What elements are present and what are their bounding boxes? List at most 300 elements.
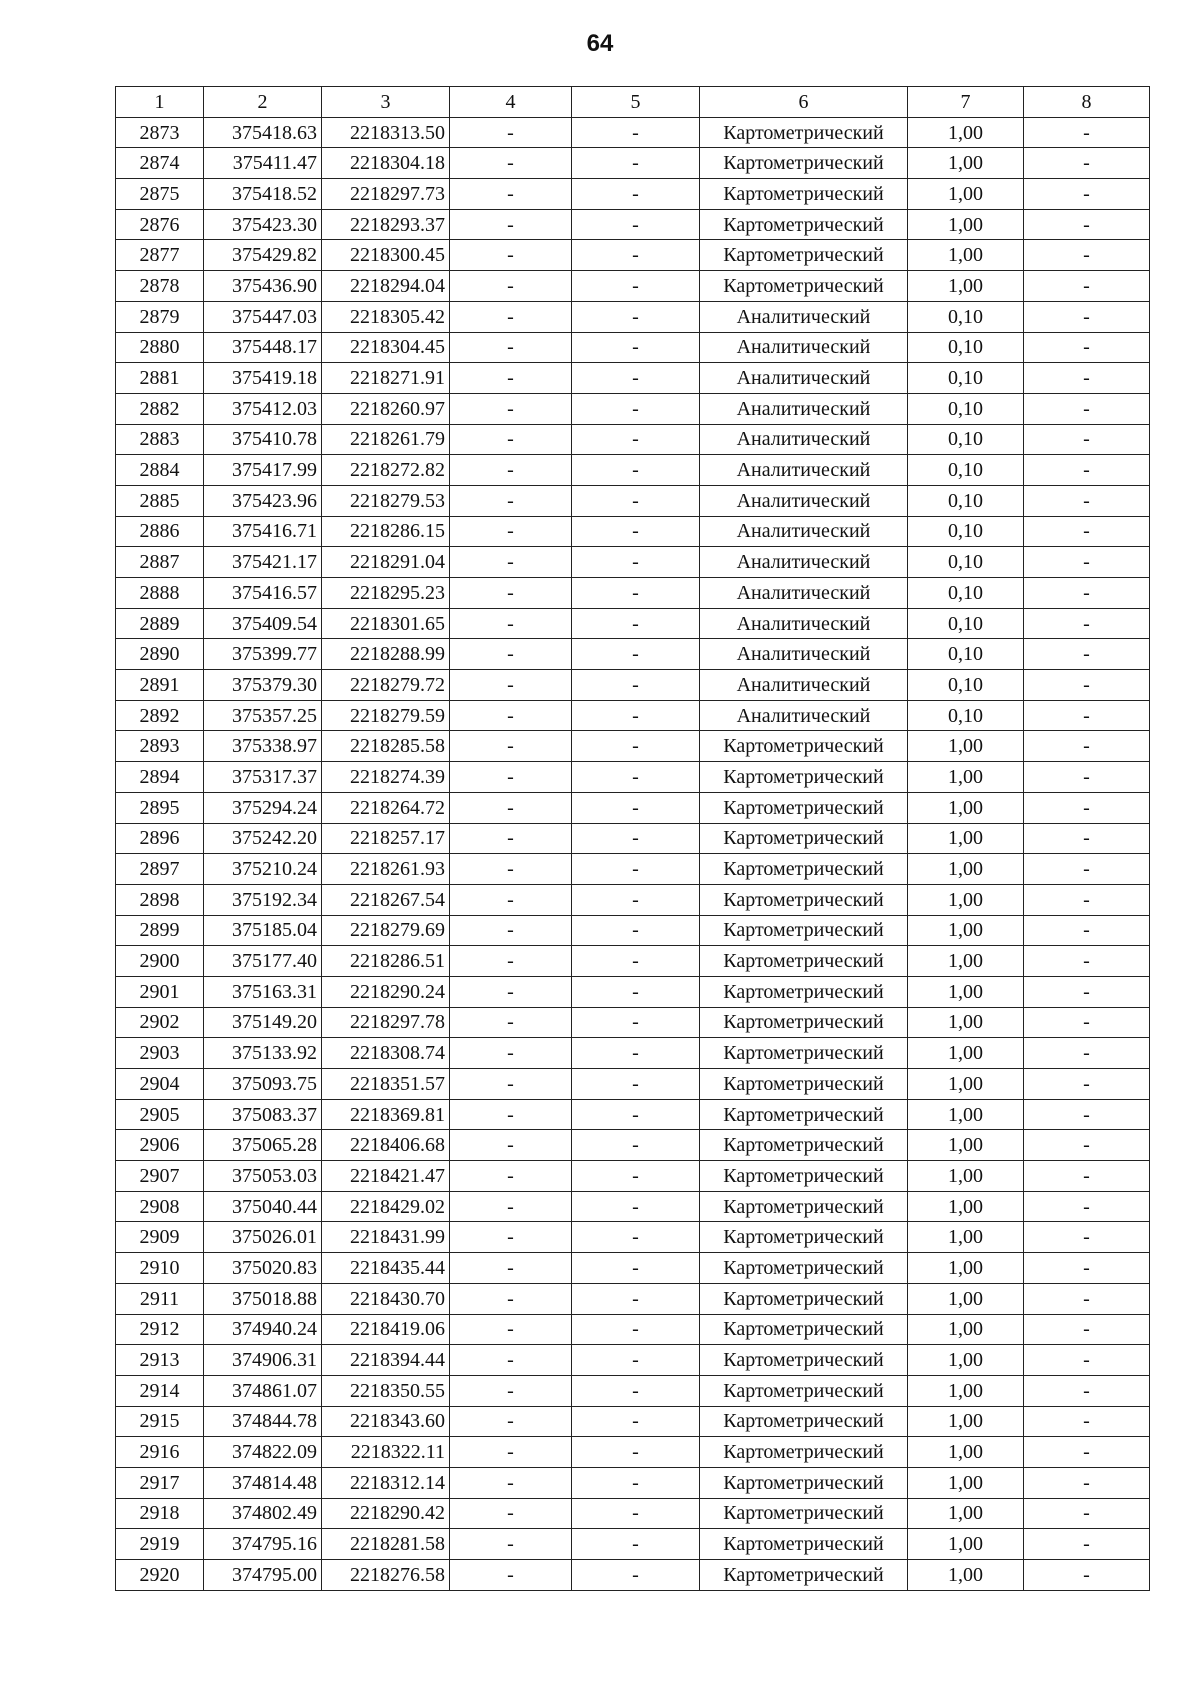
method-cell: Аналитический [700, 608, 908, 639]
column-4-cell: - [450, 363, 572, 394]
table-row [116, 455, 1150, 486]
column-5-cell: - [572, 608, 700, 639]
x-coordinate-cell: 375093.75 [204, 1069, 322, 1100]
column-4-cell: - [450, 1161, 572, 1192]
x-coordinate-cell: 375210.24 [204, 854, 322, 885]
column-8-cell: - [1024, 608, 1150, 639]
y-coordinate-cell: 2218279.59 [322, 700, 450, 731]
column-8-cell: - [1024, 1406, 1150, 1437]
x-coordinate-cell: 375416.71 [204, 516, 322, 547]
column-4-cell: - [450, 1007, 572, 1038]
accuracy-cell: 1,00 [908, 1069, 1024, 1100]
method-cell: Аналитический [700, 670, 908, 701]
column-5-cell: - [572, 976, 700, 1007]
accuracy-cell: 1,00 [908, 762, 1024, 793]
column-8-cell: - [1024, 1498, 1150, 1529]
accuracy-cell: 0,10 [908, 700, 1024, 731]
point-number-cell: 2873 [116, 117, 204, 148]
method-cell: Картометрический [700, 976, 908, 1007]
column-4-cell: - [450, 639, 572, 670]
column-4-cell: - [450, 731, 572, 762]
column-4-cell: - [450, 271, 572, 302]
column-4-cell: - [450, 1467, 572, 1498]
y-coordinate-cell: 2218301.65 [322, 608, 450, 639]
point-number-cell: 2894 [116, 762, 204, 793]
table-row [116, 393, 1150, 424]
method-cell: Картометрический [700, 1007, 908, 1038]
column-5-cell: - [572, 1437, 700, 1468]
accuracy-cell: 0,10 [908, 332, 1024, 363]
y-coordinate-cell: 2218351.57 [322, 1069, 450, 1100]
column-8-cell: - [1024, 1253, 1150, 1284]
column-4-cell: - [450, 1498, 572, 1529]
method-cell: Картометрический [700, 762, 908, 793]
table-row [116, 854, 1150, 885]
accuracy-cell: 1,00 [908, 1253, 1024, 1284]
column-8-cell: - [1024, 424, 1150, 455]
table-row [116, 976, 1150, 1007]
column-4-cell: - [450, 1069, 572, 1100]
point-number-cell: 2878 [116, 271, 204, 302]
y-coordinate-cell: 2218261.79 [322, 424, 450, 455]
point-number-cell: 2879 [116, 301, 204, 332]
coordinates-table [115, 86, 1150, 1591]
point-number-cell: 2886 [116, 516, 204, 547]
method-cell: Картометрический [700, 1467, 908, 1498]
x-coordinate-cell: 375020.83 [204, 1253, 322, 1284]
table-row [116, 946, 1150, 977]
column-8-cell: - [1024, 393, 1150, 424]
table-row [116, 1038, 1150, 1069]
column-4-cell: - [450, 1437, 572, 1468]
column-8-cell: - [1024, 271, 1150, 302]
x-coordinate-cell: 375423.96 [204, 485, 322, 516]
x-coordinate-cell: 375149.20 [204, 1007, 322, 1038]
column-header: 8 [1024, 87, 1150, 118]
table-row [116, 240, 1150, 271]
table-row [116, 1069, 1150, 1100]
y-coordinate-cell: 2218279.69 [322, 915, 450, 946]
column-5-cell: - [572, 578, 700, 609]
column-8-cell: - [1024, 762, 1150, 793]
y-coordinate-cell: 2218369.81 [322, 1099, 450, 1130]
method-cell: Картометрический [700, 1130, 908, 1161]
column-8-cell: - [1024, 578, 1150, 609]
x-coordinate-cell: 374802.49 [204, 1498, 322, 1529]
column-4-cell: - [450, 1314, 572, 1345]
column-8-cell: - [1024, 946, 1150, 977]
x-coordinate-cell: 374940.24 [204, 1314, 322, 1345]
point-number-cell: 2877 [116, 240, 204, 271]
point-number-cell: 2906 [116, 1130, 204, 1161]
accuracy-cell: 1,00 [908, 1099, 1024, 1130]
column-4-cell: - [450, 823, 572, 854]
table-row [116, 1375, 1150, 1406]
table-row [116, 363, 1150, 394]
method-cell: Аналитический [700, 301, 908, 332]
accuracy-cell: 1,00 [908, 792, 1024, 823]
column-5-cell: - [572, 516, 700, 547]
point-number-cell: 2914 [116, 1375, 204, 1406]
y-coordinate-cell: 2218291.04 [322, 547, 450, 578]
column-5-cell: - [572, 179, 700, 210]
point-number-cell: 2883 [116, 424, 204, 455]
method-cell: Картометрический [700, 117, 908, 148]
accuracy-cell: 1,00 [908, 884, 1024, 915]
y-coordinate-cell: 2218305.42 [322, 301, 450, 332]
column-4-cell: - [450, 608, 572, 639]
accuracy-cell: 0,10 [908, 485, 1024, 516]
method-cell: Аналитический [700, 547, 908, 578]
point-number-cell: 2912 [116, 1314, 204, 1345]
column-4-cell: - [450, 117, 572, 148]
method-cell: Аналитический [700, 485, 908, 516]
column-5-cell: - [572, 792, 700, 823]
accuracy-cell: 0,10 [908, 301, 1024, 332]
table-row [116, 1283, 1150, 1314]
column-8-cell: - [1024, 455, 1150, 486]
x-coordinate-cell: 375242.20 [204, 823, 322, 854]
accuracy-cell: 1,00 [908, 731, 1024, 762]
point-number-cell: 2888 [116, 578, 204, 609]
column-header: 4 [450, 87, 572, 118]
method-cell: Картометрический [700, 731, 908, 762]
column-4-cell: - [450, 1191, 572, 1222]
y-coordinate-cell: 2218297.78 [322, 1007, 450, 1038]
column-5-cell: - [572, 915, 700, 946]
x-coordinate-cell: 375418.52 [204, 179, 322, 210]
y-coordinate-cell: 2218290.24 [322, 976, 450, 1007]
table-row [116, 547, 1150, 578]
point-number-cell: 2887 [116, 547, 204, 578]
method-cell: Аналитический [700, 578, 908, 609]
x-coordinate-cell: 374861.07 [204, 1375, 322, 1406]
column-8-cell: - [1024, 792, 1150, 823]
table-row [116, 271, 1150, 302]
y-coordinate-cell: 2218312.14 [322, 1467, 450, 1498]
column-4-cell: - [450, 1560, 572, 1591]
column-5-cell: - [572, 1191, 700, 1222]
column-8-cell: - [1024, 639, 1150, 670]
page-number: 64 [586, 30, 614, 57]
column-8-cell: - [1024, 915, 1150, 946]
y-coordinate-cell: 2218286.15 [322, 516, 450, 547]
column-5-cell: - [572, 884, 700, 915]
method-cell: Картометрический [700, 179, 908, 210]
method-cell: Картометрический [700, 1283, 908, 1314]
point-number-cell: 2909 [116, 1222, 204, 1253]
table-row [116, 884, 1150, 915]
y-coordinate-cell: 2218272.82 [322, 455, 450, 486]
table-body [116, 117, 1150, 1590]
y-coordinate-cell: 2218431.99 [322, 1222, 450, 1253]
accuracy-cell: 1,00 [908, 1375, 1024, 1406]
table-row [116, 1130, 1150, 1161]
y-coordinate-cell: 2218394.44 [322, 1345, 450, 1376]
point-number-cell: 2875 [116, 179, 204, 210]
column-8-cell: - [1024, 670, 1150, 701]
column-5-cell: - [572, 946, 700, 977]
column-4-cell: - [450, 547, 572, 578]
column-4-cell: - [450, 485, 572, 516]
y-coordinate-cell: 2218300.45 [322, 240, 450, 271]
point-number-cell: 2904 [116, 1069, 204, 1100]
table-row [116, 424, 1150, 455]
table-row [116, 1345, 1150, 1376]
x-coordinate-cell: 375065.28 [204, 1130, 322, 1161]
x-coordinate-cell: 375133.92 [204, 1038, 322, 1069]
y-coordinate-cell: 2218257.17 [322, 823, 450, 854]
method-cell: Аналитический [700, 363, 908, 394]
method-cell: Картометрический [700, 792, 908, 823]
point-number-cell: 2905 [116, 1099, 204, 1130]
column-4-cell: - [450, 976, 572, 1007]
column-4-cell: - [450, 884, 572, 915]
x-coordinate-cell: 375419.18 [204, 363, 322, 394]
column-8-cell: - [1024, 1130, 1150, 1161]
x-coordinate-cell: 375423.30 [204, 209, 322, 240]
accuracy-cell: 1,00 [908, 1038, 1024, 1069]
x-coordinate-cell: 375409.54 [204, 608, 322, 639]
y-coordinate-cell: 2218294.04 [322, 271, 450, 302]
point-number-cell: 2881 [116, 363, 204, 394]
point-number-cell: 2917 [116, 1467, 204, 1498]
point-number-cell: 2916 [116, 1437, 204, 1468]
point-number-cell: 2920 [116, 1560, 204, 1591]
column-5-cell: - [572, 363, 700, 394]
x-coordinate-cell: 375192.34 [204, 884, 322, 915]
column-5-cell: - [572, 854, 700, 885]
accuracy-cell: 1,00 [908, 1161, 1024, 1192]
table-row [116, 792, 1150, 823]
column-8-cell: - [1024, 1467, 1150, 1498]
y-coordinate-cell: 2218276.58 [322, 1560, 450, 1591]
y-coordinate-cell: 2218406.68 [322, 1130, 450, 1161]
column-8-cell: - [1024, 1069, 1150, 1100]
column-4-cell: - [450, 332, 572, 363]
accuracy-cell: 0,10 [908, 393, 1024, 424]
table-row [116, 1437, 1150, 1468]
column-4-cell: - [450, 670, 572, 701]
accuracy-cell: 1,00 [908, 1191, 1024, 1222]
point-number-cell: 2897 [116, 854, 204, 885]
accuracy-cell: 1,00 [908, 148, 1024, 179]
x-coordinate-cell: 375412.03 [204, 393, 322, 424]
table-row [116, 700, 1150, 731]
column-8-cell: - [1024, 547, 1150, 578]
column-4-cell: - [450, 854, 572, 885]
method-cell: Картометрический [700, 1038, 908, 1069]
method-cell: Картометрический [700, 1161, 908, 1192]
column-5-cell: - [572, 393, 700, 424]
accuracy-cell: 0,10 [908, 608, 1024, 639]
point-number-cell: 2899 [116, 915, 204, 946]
accuracy-cell: 1,00 [908, 179, 1024, 210]
method-cell: Картометрический [700, 1498, 908, 1529]
table-row [116, 1222, 1150, 1253]
point-number-cell: 2907 [116, 1161, 204, 1192]
column-5-cell: - [572, 700, 700, 731]
column-8-cell: - [1024, 516, 1150, 547]
accuracy-cell: 0,10 [908, 424, 1024, 455]
point-number-cell: 2902 [116, 1007, 204, 1038]
method-cell: Картометрический [700, 148, 908, 179]
method-cell: Картометрический [700, 240, 908, 271]
column-5-cell: - [572, 1560, 700, 1591]
y-coordinate-cell: 2218293.37 [322, 209, 450, 240]
column-8-cell: - [1024, 1222, 1150, 1253]
method-cell: Картометрический [700, 1253, 908, 1284]
y-coordinate-cell: 2218308.74 [322, 1038, 450, 1069]
point-number-cell: 2919 [116, 1529, 204, 1560]
y-coordinate-cell: 2218264.72 [322, 792, 450, 823]
column-5-cell: - [572, 547, 700, 578]
y-coordinate-cell: 2218279.53 [322, 485, 450, 516]
y-coordinate-cell: 2218288.99 [322, 639, 450, 670]
column-4-cell: - [450, 578, 572, 609]
column-8-cell: - [1024, 240, 1150, 271]
accuracy-cell: 1,00 [908, 1560, 1024, 1591]
column-8-cell: - [1024, 731, 1150, 762]
column-8-cell: - [1024, 1314, 1150, 1345]
column-4-cell: - [450, 946, 572, 977]
method-cell: Картометрический [700, 1345, 908, 1376]
column-header: 3 [322, 87, 450, 118]
column-5-cell: - [572, 1007, 700, 1038]
y-coordinate-cell: 2218260.97 [322, 393, 450, 424]
column-5-cell: - [572, 455, 700, 486]
point-number-cell: 2898 [116, 884, 204, 915]
table-header-row [116, 87, 1150, 118]
table-row [116, 301, 1150, 332]
y-coordinate-cell: 2218304.18 [322, 148, 450, 179]
point-number-cell: 2896 [116, 823, 204, 854]
column-8-cell: - [1024, 700, 1150, 731]
accuracy-cell: 1,00 [908, 1437, 1024, 1468]
column-8-cell: - [1024, 332, 1150, 363]
x-coordinate-cell: 375429.82 [204, 240, 322, 271]
column-8-cell: - [1024, 1191, 1150, 1222]
column-4-cell: - [450, 1038, 572, 1069]
x-coordinate-cell: 375294.24 [204, 792, 322, 823]
point-number-cell: 2889 [116, 608, 204, 639]
column-5-cell: - [572, 731, 700, 762]
column-8-cell: - [1024, 1007, 1150, 1038]
table-row [116, 762, 1150, 793]
accuracy-cell: 0,10 [908, 578, 1024, 609]
x-coordinate-cell: 375416.57 [204, 578, 322, 609]
x-coordinate-cell: 375417.99 [204, 455, 322, 486]
accuracy-cell: 0,10 [908, 516, 1024, 547]
x-coordinate-cell: 374822.09 [204, 1437, 322, 1468]
accuracy-cell: 1,00 [908, 976, 1024, 1007]
table-row [116, 1467, 1150, 1498]
point-number-cell: 2874 [116, 148, 204, 179]
column-5-cell: - [572, 240, 700, 271]
x-coordinate-cell: 374814.48 [204, 1467, 322, 1498]
column-8-cell: - [1024, 363, 1150, 394]
accuracy-cell: 1,00 [908, 915, 1024, 946]
column-4-cell: - [450, 1130, 572, 1161]
y-coordinate-cell: 2218313.50 [322, 117, 450, 148]
table-row [116, 1191, 1150, 1222]
method-cell: Картометрический [700, 1375, 908, 1406]
y-coordinate-cell: 2218322.11 [322, 1437, 450, 1468]
point-number-cell: 2880 [116, 332, 204, 363]
x-coordinate-cell: 375410.78 [204, 424, 322, 455]
x-coordinate-cell: 374906.31 [204, 1345, 322, 1376]
table-row [116, 1498, 1150, 1529]
y-coordinate-cell: 2218286.51 [322, 946, 450, 977]
method-cell: Картометрический [700, 1314, 908, 1345]
y-coordinate-cell: 2218430.70 [322, 1283, 450, 1314]
point-number-cell: 2893 [116, 731, 204, 762]
x-coordinate-cell: 375040.44 [204, 1191, 322, 1222]
y-coordinate-cell: 2218274.39 [322, 762, 450, 793]
column-8-cell: - [1024, 117, 1150, 148]
column-4-cell: - [450, 1375, 572, 1406]
method-cell: Картометрический [700, 1191, 908, 1222]
column-header: 6 [700, 87, 908, 118]
method-cell: Картометрический [700, 884, 908, 915]
accuracy-cell: 0,10 [908, 670, 1024, 701]
column-8-cell: - [1024, 209, 1150, 240]
method-cell: Картометрический [700, 1222, 908, 1253]
table-row [116, 516, 1150, 547]
accuracy-cell: 1,00 [908, 1007, 1024, 1038]
y-coordinate-cell: 2218419.06 [322, 1314, 450, 1345]
column-4-cell: - [450, 915, 572, 946]
accuracy-cell: 1,00 [908, 1283, 1024, 1314]
method-cell: Картометрический [700, 946, 908, 977]
method-cell: Аналитический [700, 455, 908, 486]
method-cell: Аналитический [700, 700, 908, 731]
x-coordinate-cell: 375357.25 [204, 700, 322, 731]
x-coordinate-cell: 375163.31 [204, 976, 322, 1007]
accuracy-cell: 1,00 [908, 1406, 1024, 1437]
y-coordinate-cell: 2218285.58 [322, 731, 450, 762]
column-4-cell: - [450, 1222, 572, 1253]
column-8-cell: - [1024, 976, 1150, 1007]
table-row [116, 148, 1150, 179]
table-row [116, 1529, 1150, 1560]
method-cell: Аналитический [700, 516, 908, 547]
column-5-cell: - [572, 301, 700, 332]
table-row [116, 1314, 1150, 1345]
method-cell: Аналитический [700, 424, 908, 455]
x-coordinate-cell: 375026.01 [204, 1222, 322, 1253]
column-5-cell: - [572, 117, 700, 148]
column-8-cell: - [1024, 485, 1150, 516]
column-4-cell: - [450, 424, 572, 455]
table-row [116, 179, 1150, 210]
column-5-cell: - [572, 1467, 700, 1498]
column-8-cell: - [1024, 179, 1150, 210]
column-header: 2 [204, 87, 322, 118]
y-coordinate-cell: 2218267.54 [322, 884, 450, 915]
column-5-cell: - [572, 1253, 700, 1284]
x-coordinate-cell: 375379.30 [204, 670, 322, 701]
column-8-cell: - [1024, 1529, 1150, 1560]
accuracy-cell: 1,00 [908, 271, 1024, 302]
table-row [116, 1560, 1150, 1591]
column-5-cell: - [572, 271, 700, 302]
column-5-cell: - [572, 485, 700, 516]
y-coordinate-cell: 2218350.55 [322, 1375, 450, 1406]
column-5-cell: - [572, 332, 700, 363]
column-8-cell: - [1024, 1345, 1150, 1376]
accuracy-cell: 1,00 [908, 1222, 1024, 1253]
